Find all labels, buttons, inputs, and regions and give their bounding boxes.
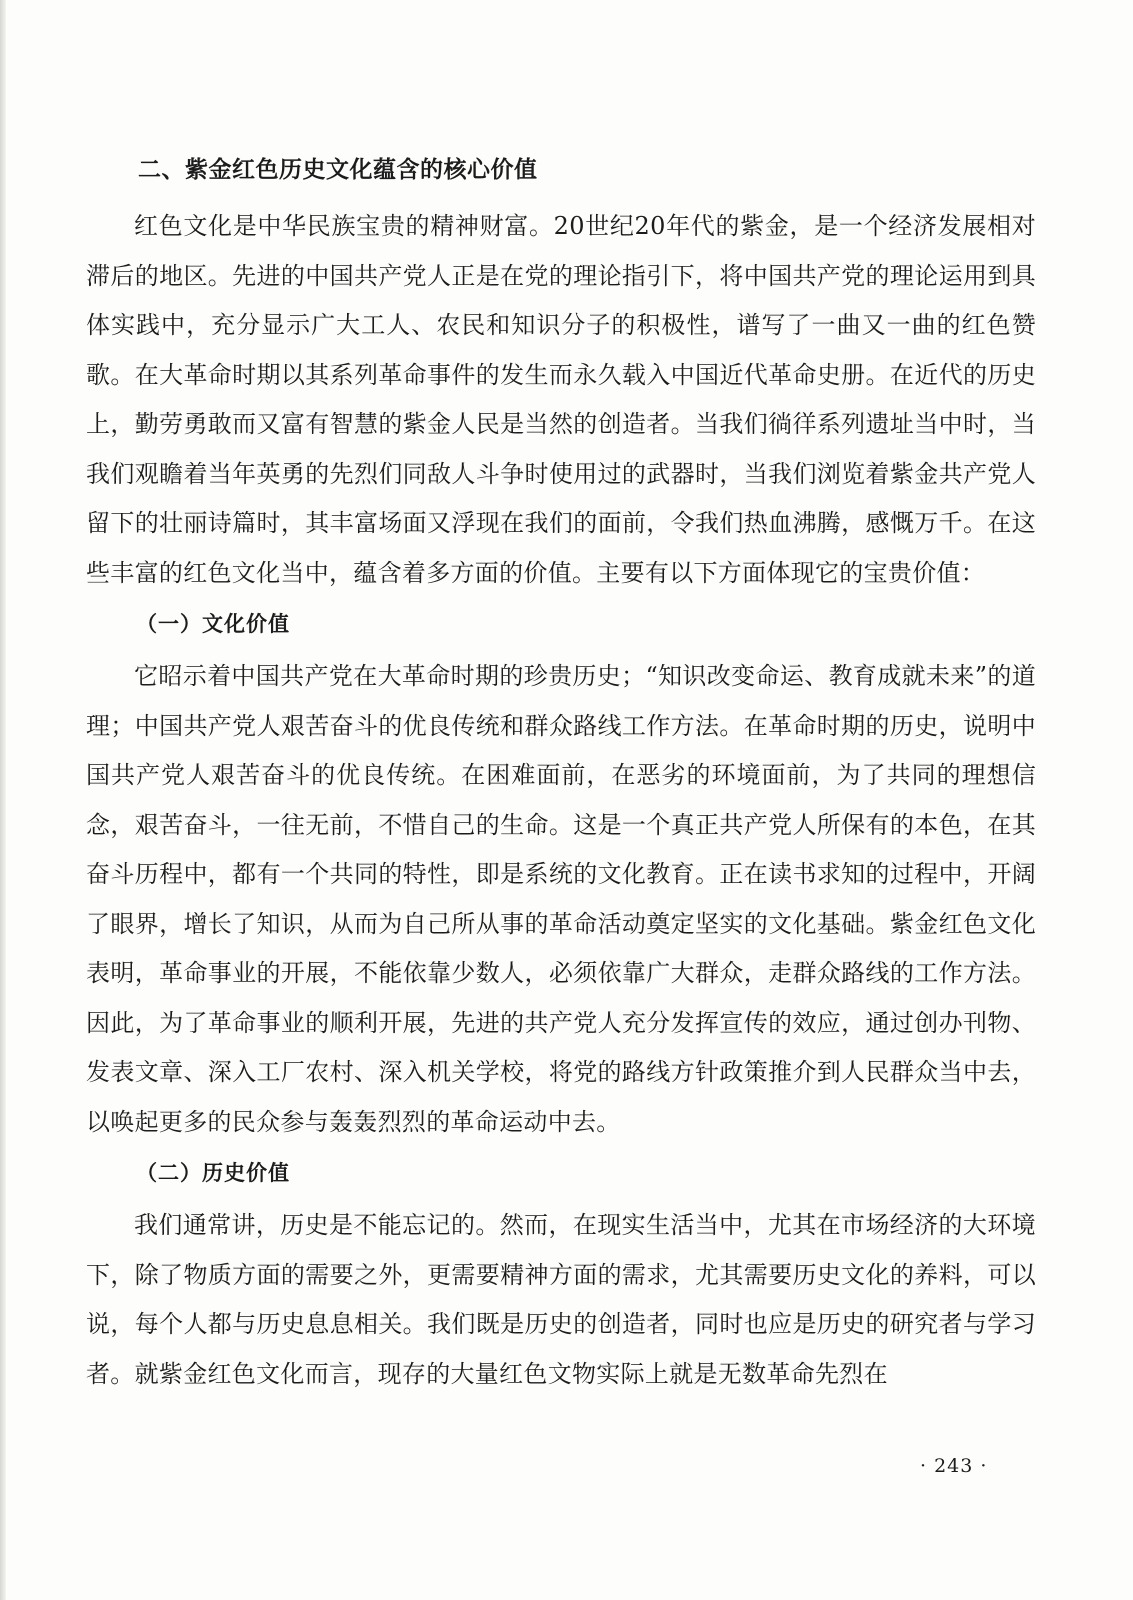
paragraph-historical-value: 我们通常讲，历史是不能忘记的。然而，在现实生活当中，尤其在市场经济的大环境下，除了物质方面的需要之外，更需要精神方面的需求，尤其需要历史文化的养料，可以说，每个人都与历史息息相关。我们既是历史的创造者，同时也应是历史的研究者与学习者。就紫金红色文化而言，现存的大量红色文物实际上就是无数革命先烈在 (86, 1211, 1036, 1388)
paragraph-intro: 红色文化是中华民族宝贵的精神财富。20世纪20年代的紫金，是一个经济发展相对滞后的地区。先进的中国共产党人正是在党的理论指引下，将中国共产党的理论运用到具体实践中，充分显示广大工人、农民和知识分子的积极性，谱写了一曲又一曲的红色赞歌。在大革命时期以其系列革命事件的发生而永久载入中国近代革命史册。在近代的历史上，勤劳勇敢而又富有智慧的紫金人民是当然的创造者。当我们徜徉系列遗址当中时，当我们观瞻着当年英勇的先烈们同敌人斗争时使用过的武器时，当我们浏览着紫金共产党人留下的壮丽诗篇时，其丰富场面又浮现在我们的面前，令我们热血沸腾，感慨万千。在这些丰富的红色文化当中，蕴含着多方面的价值。主要有以下方面体现它的宝贵价值： (86, 212, 1036, 587)
page-number: · 243 · (920, 1455, 988, 1477)
paragraph-cultural-value: 它昭示着中国共产党在大革命时期的珍贵历史；“知识改变命运、教育成就未来”的道理；中国共产党人艰苦奋斗的优良传统和群众路线工作方法。在革命时期的历史，说明中国共产党人艰苦奋斗的优良传统。在困难面前，在恶劣的环境面前，为了共同的理想信念，艰苦奋斗，一往无前，不惜自己的生命。这是一个真正共产党人所保有的本色，在其奋斗历程中，都有一个共同的特性，即是系统的文化教育。正在读书求知的过程中，开阔了眼界，增长了知识，从而为自己所从事的革命活动奠定坚实的文化基础。紫金红色文化表明，革命事业的开展，不能依靠少数人，必须依靠广大群众，走群众路线的工作方法。因此，为了革命事业的顺利开展，先进的共产党人充分发挥宣传的效应，通过创办刊物、发表文章、深入工厂农村、深入机关学校，将党的路线方针政策推介到人民群众当中去，以唤起更多的民众参与轰轰烈烈的革命运动中去。 (86, 662, 1036, 1136)
page-content (86, 152, 1036, 1399)
page-binding-edge (0, 0, 6, 1600)
subheading-historical-value: （二）历史价值 (136, 1160, 290, 1185)
subheading-cultural-value: （一）文化价值 (136, 611, 290, 636)
section-title: 二、紫金红色历史文化蕴含的核心价值 (138, 156, 538, 183)
